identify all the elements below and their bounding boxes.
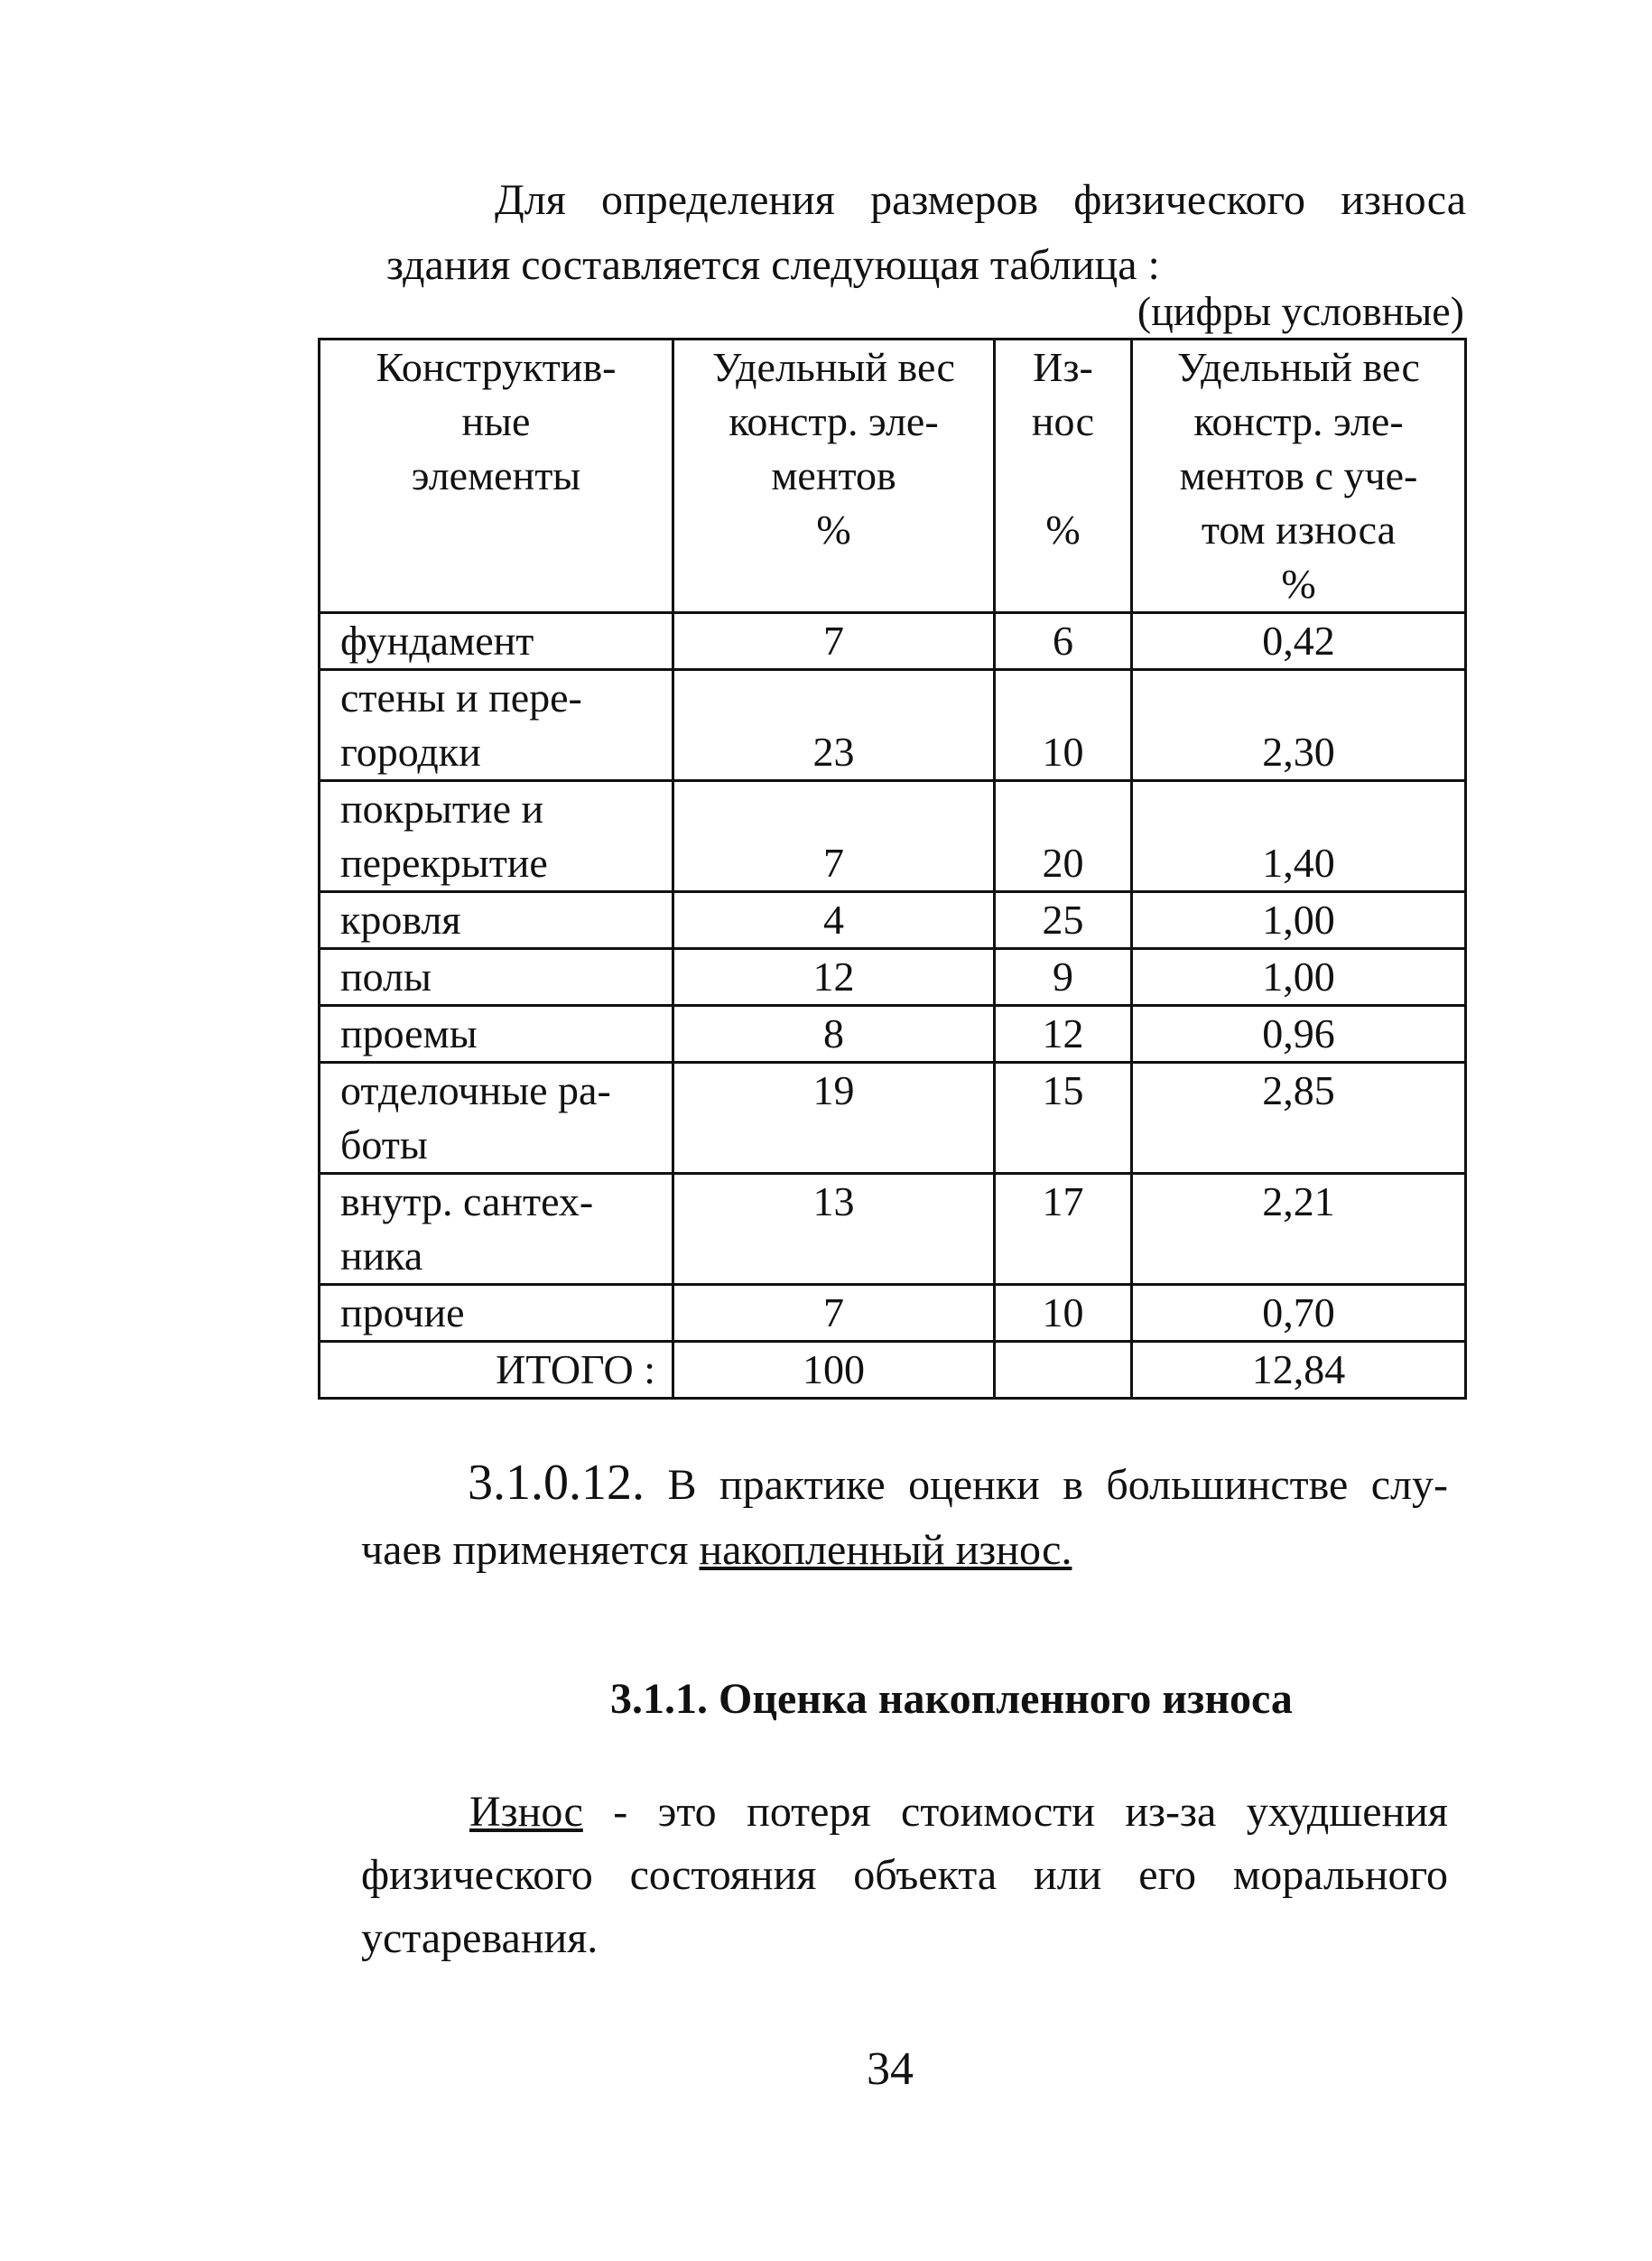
row-weight: 12 (673, 949, 995, 1006)
table-row (320, 781, 1466, 892)
row-weighted: 0,42 (1132, 613, 1466, 670)
page-number: 34 (867, 2043, 914, 2095)
row-element: стены и пере- городки (320, 670, 673, 781)
row-wear: 10 (995, 670, 1132, 781)
row-weight: 7 (673, 781, 995, 892)
row-weighted: 1,00 (1132, 892, 1466, 949)
accumulated-wear-paragraph (361, 1450, 1448, 1583)
row-weight: 7 (673, 613, 995, 670)
row-weighted: 2,30 (1132, 670, 1466, 781)
row-weight: 4 (673, 892, 995, 949)
row-weighted: 1,40 (1132, 781, 1466, 892)
row-element: кровля (320, 892, 673, 949)
paragraph-number: 3.1.0.12. (468, 1455, 645, 1511)
row-weighted: 2,21 (1132, 1174, 1466, 1285)
row-element: полы (320, 949, 673, 1006)
table-row (320, 1285, 1466, 1342)
row-weighted: 0,70 (1132, 1285, 1466, 1342)
table-total-row (320, 1342, 1466, 1399)
row-wear: 15 (995, 1063, 1132, 1174)
row-weight: 23 (673, 670, 995, 781)
table-header-row (320, 340, 1466, 613)
row-wear: 20 (995, 781, 1132, 892)
row-element: отделочные ра- боты (320, 1063, 673, 1174)
total-label: ИТОГО : (320, 1342, 673, 1399)
table-row (320, 1006, 1466, 1063)
definition-term: Износ (469, 1788, 583, 1836)
header-weight-with-wear: Удельный вес констр. эле- ментов с уче- том износа % (1132, 340, 1466, 613)
row-element: проемы (320, 1006, 673, 1063)
row-weight: 13 (673, 1174, 995, 1285)
row-wear: 9 (995, 949, 1132, 1006)
section-heading: 3.1.1. Оценка накопленного износа (610, 1675, 1293, 1723)
row-wear: 17 (995, 1174, 1132, 1285)
total-weight: 100 (673, 1342, 995, 1399)
definition-paragraph (361, 1781, 1448, 1970)
row-element: фундамент (320, 613, 673, 670)
row-element: прочие (320, 1285, 673, 1342)
row-weighted: 0,96 (1132, 1006, 1466, 1063)
row-weight: 19 (673, 1063, 995, 1174)
row-wear: 6 (995, 613, 1132, 670)
definition-text: - это потеря стоимости из-за ухудшения физического состояния объекта или его морального устаревания. (361, 1788, 1448, 1962)
table-row (320, 892, 1466, 949)
row-element: покрытие и перекрытие (320, 781, 673, 892)
row-weight: 7 (673, 1285, 995, 1342)
row-element: внутр. сантех- ника (320, 1174, 673, 1285)
table-row (320, 613, 1466, 670)
row-wear: 10 (995, 1285, 1132, 1342)
row-weighted: 2,85 (1132, 1063, 1466, 1174)
table-row (320, 670, 1466, 781)
wear-table (318, 338, 1467, 1400)
row-weighted: 1,00 (1132, 949, 1466, 1006)
header-wear: Из- нос % (995, 340, 1132, 613)
table-note: (цифры условные) (1137, 288, 1464, 334)
paragraph-text: В практике оценки в большинстве слу-чаев применяется (361, 1461, 1448, 1574)
total-weighted: 12,84 (1132, 1342, 1466, 1399)
paragraph-underlined: накопленный износ. (699, 1526, 1072, 1574)
row-wear: 12 (995, 1006, 1132, 1063)
row-wear: 25 (995, 892, 1132, 949)
table-row (320, 949, 1466, 1006)
header-elements: Конструктив- ные элементы (320, 340, 673, 613)
table-row (320, 1174, 1466, 1285)
row-weight: 8 (673, 1006, 995, 1063)
intro-paragraph: Для определения размеров физического износа здания составляется следующая таблица : (386, 176, 1466, 289)
table-row (320, 1063, 1466, 1174)
total-wear (995, 1342, 1132, 1399)
header-weight: Удельный вес констр. эле- ментов % (673, 340, 995, 613)
